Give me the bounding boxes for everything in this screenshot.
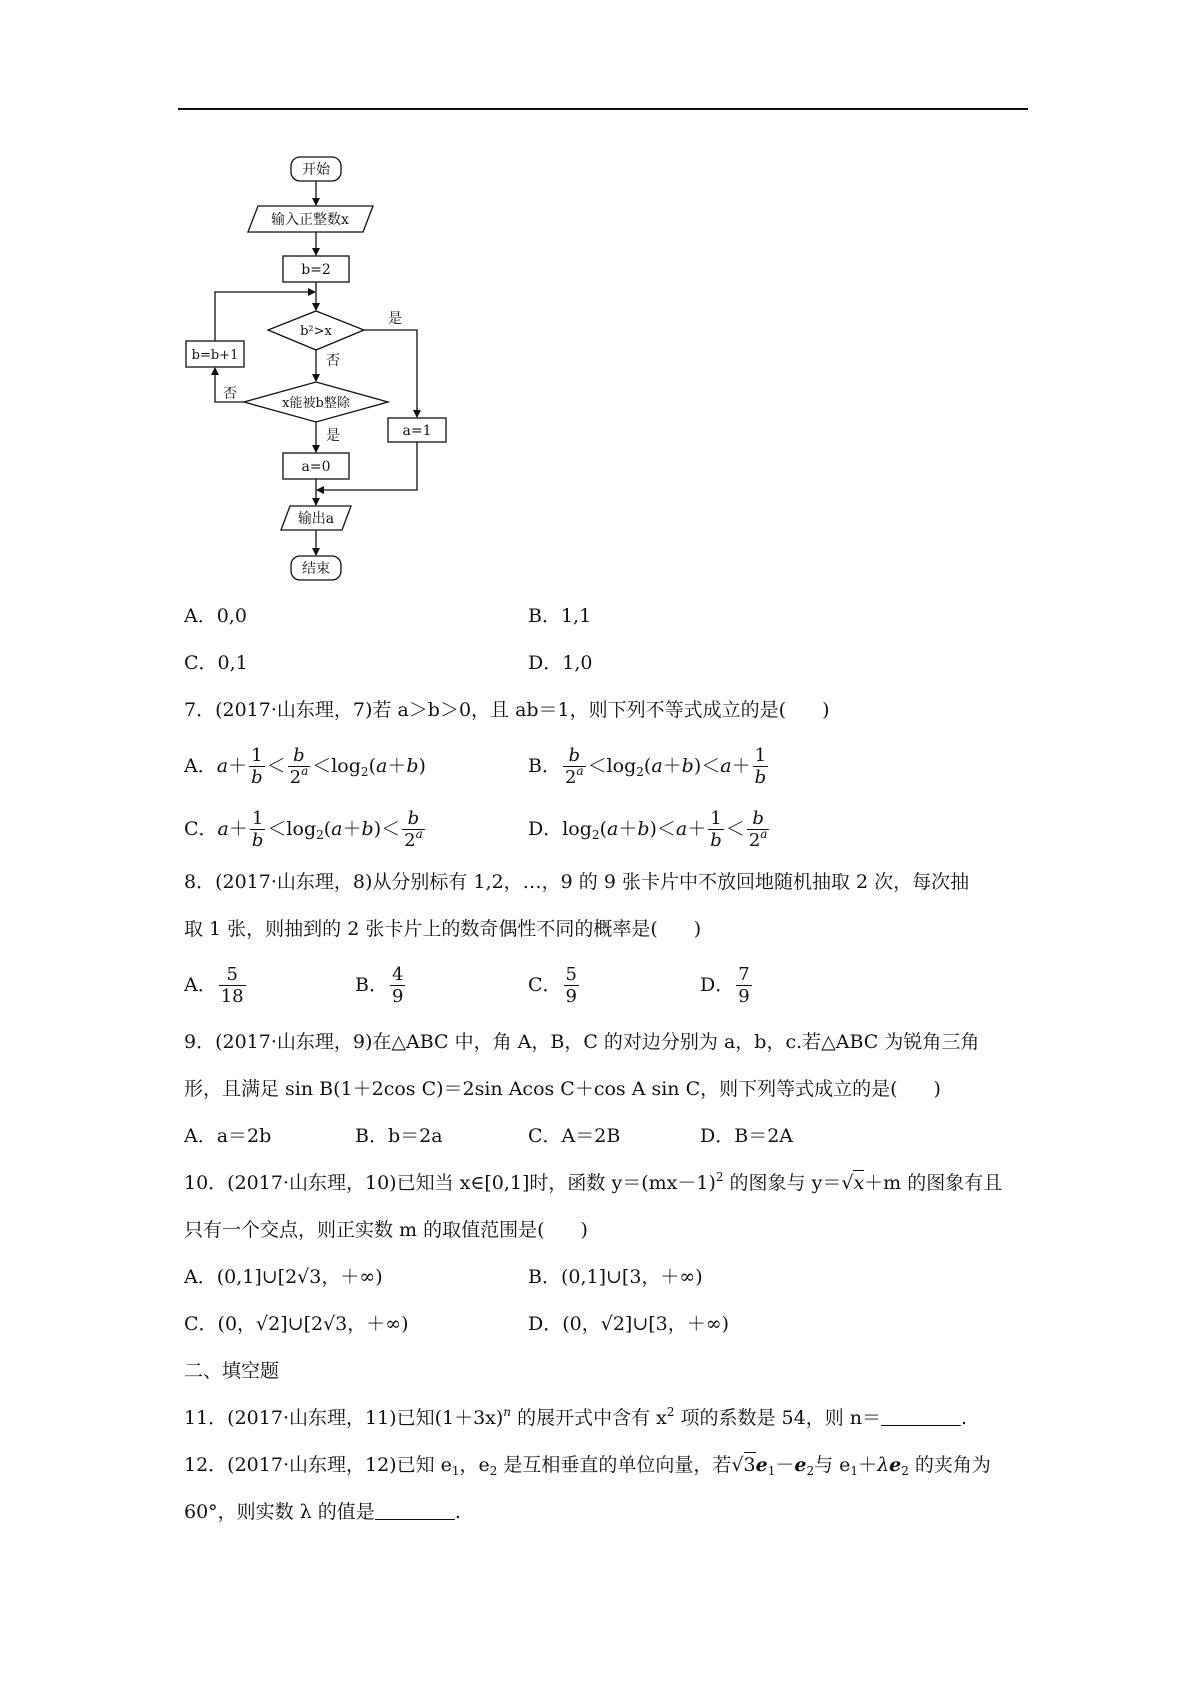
q7-stem-cond: a＞b＞0，且 ab＝1，则下列不等式成立的是( [397, 699, 787, 721]
q8-a-label: A． [184, 974, 217, 996]
q10-option-d: D．(0，√2]∪[3，＋∞) [528, 1313, 730, 1335]
q9-line1: 9．(2017·山东理，9)在△ABC 中，角 A，B，C 的对边分别为 a，b，c.若△ABC 为锐角三角 [184, 1031, 980, 1053]
q8-option-b [355, 966, 407, 1006]
q8-c-label: C． [528, 974, 562, 996]
q11-mid: 的展开式中含有 x [511, 1407, 667, 1429]
flow-cond1-label: b²>x [300, 324, 332, 339]
q12-blank [375, 1503, 455, 1520]
flow-cond2-label: x能被b整除 [282, 396, 350, 411]
flow-input-label: 输入正整数x [271, 212, 349, 228]
q7-c-label: C． [184, 818, 218, 840]
q9-option-a: A．a＝2b [184, 1125, 272, 1147]
q10-line1-suffix: ＋m 的图象有且 [864, 1172, 1003, 1194]
q12-line1-prefix: 12．(2017·山东理，12)已知 e [184, 1454, 452, 1476]
q8-d-label: D． [700, 974, 735, 996]
q8-option-d [700, 966, 754, 1006]
q8-line2-text: 取 1 张，则抽到的 2 张卡片上的数奇偶性不同的概率是( [184, 918, 658, 940]
q11-line: 11．(2017·山东理，11)已知$(1+3x)^n$ 的展开式中含有 $x^2$ 项的系数是 54，则 n＝ . [184, 1405, 968, 1429]
q8-line2-end: ) [693, 918, 702, 940]
section-title: 二、填空题 [184, 1360, 280, 1382]
q12-line1-mid: ，e [459, 1454, 490, 1476]
q8-c-num: 5 [565, 964, 577, 985]
q7-option-a: A．a＋ $\frac{1}{b}$ ＜ $\frac{b}{2^a}$ $<\log_2(a+b)$ [184, 745, 426, 788]
flow-no1-label: 否 [326, 353, 340, 369]
q9-option-d: D．B＝2A [700, 1125, 794, 1147]
q8-option-c [528, 966, 581, 1006]
q7-option-d: D．$\log_2(a+b)<a+$ $\frac{1}{b}$ ＜ $\frac{b}{2^a}$ [528, 808, 768, 851]
flowchart [0, 0, 1200, 600]
q10-line2 [184, 1218, 588, 1242]
flow-start-label: 开始 [302, 162, 330, 178]
flow-no2-label: 否 [223, 386, 237, 402]
q7-a-label: A． [184, 755, 217, 777]
q7-stem-end: ) [822, 699, 830, 721]
q9-line2-text: 形，且满足 sin B(1＋2cos C)＝2sin Acos C＋cos A sin C，则下列等式成立的是( [184, 1078, 898, 1100]
q9-option-b: B．b＝2a [355, 1125, 443, 1147]
q12-line1-tail: 与 e [814, 1454, 851, 1476]
q8-a-den: 18 [220, 986, 244, 1007]
flow-yes1-label: 是 [388, 311, 402, 327]
q11-suffix: 项的系数是 54，则 n＝ [674, 1407, 882, 1429]
flow-set-a0-label: a=0 [301, 459, 331, 475]
q11-end: . [961, 1407, 968, 1429]
q12-line2-end: . [454, 1501, 461, 1523]
q8-b-label: B． [355, 974, 388, 996]
q8-b-den: 9 [391, 986, 404, 1007]
q7-stem [184, 698, 830, 722]
flow-end-label: 结束 [302, 561, 330, 577]
q8-c-den: 9 [565, 986, 577, 1007]
q11-prefix: 11．(2017·山东理，11)已知(1＋3x) [184, 1407, 504, 1429]
q10-option-a: A．(0,1]∪[2√3，＋∞) [184, 1266, 383, 1288]
flow-output-label: 输出a [297, 511, 335, 527]
q8-a-num: 5 [219, 966, 246, 986]
q6-option-d: D．1,0 [528, 652, 593, 674]
flow-set-a1-label: a=1 [402, 423, 432, 439]
q9-option-c: C．A＝2B [528, 1125, 621, 1147]
q8-line2 [184, 917, 701, 941]
q6-option-a: A．0,0 [184, 605, 247, 627]
q10-option-b: B．(0,1]∪[3，＋∞) [528, 1266, 703, 1288]
q6-option-c: C．0,1 [184, 652, 248, 674]
q7-option-b: B． $\frac{b}{2^a}$ $<\log_2(a+b)<a+$ $\frac{1}{b}$ [528, 745, 767, 788]
q7-option-c: C．a＋ $\frac{1}{b}$ $<\log_2(a+b)<$ $\frac{b}{2^a}$ [184, 808, 423, 851]
q10-line1: 10．(2017·山东理，10)已知当 x∈[0,1]时，函数 $y=(mx-1)^2$ 的图象与 y＝√x＋m 的图象有且 [184, 1170, 1003, 1194]
q10-option-c: C．(0，√2]∪[2√3，＋∞) [184, 1313, 409, 1335]
q10-line2-end: ) [580, 1219, 588, 1241]
q10-line1-mid: 的图象与 y＝ [723, 1172, 842, 1194]
q9-line2-end: ) [933, 1078, 941, 1100]
q7-stem-prefix: 7．(2017·山东理，7)若 [184, 699, 392, 721]
q8-line1: 8．(2017·山东理，8)从分别标有 1,2，…，9 的 9 张卡片中不放回地随机抽取 2 次，每次抽 [184, 871, 970, 893]
q7-b-label: B． [528, 755, 561, 777]
q12-line2 [184, 1500, 461, 1524]
q12-line2-text: 60°，则实数 λ 的值是 [184, 1501, 375, 1523]
flow-increment-label: b=b+1 [191, 348, 239, 363]
q12-line1-tail2: 的夹角为 [908, 1454, 991, 1476]
q8-option-a [184, 966, 248, 1006]
q12-line1-suffix: 是互相垂直的单位向量，若 [497, 1454, 732, 1476]
q10-line1-prefix: 10．(2017·山东理，10)已知当 x∈[0,1]时，函数 y＝(mx－1) [184, 1172, 716, 1194]
q8-d-num: 7 [738, 964, 750, 985]
q9-line2 [184, 1077, 941, 1101]
q8-d-den: 9 [738, 986, 750, 1007]
flow-yes2-label: 是 [326, 428, 340, 444]
q11-blank [881, 1409, 961, 1426]
q8-b-num: 4 [391, 964, 404, 985]
q6-option-b: B．1,1 [528, 605, 592, 627]
q10-line2-text: 只有一个交点，则正实数 m 的取值范围是( [184, 1219, 545, 1241]
q7-d-label: D． [528, 818, 563, 840]
q12-line1: 12．(2017·山东理，12)已知 $e_1$，$e_2$ 是互相垂直的单位向量，若$√3e_1-e_2$与 $e_1+\lambda e_2$ 的夹角为 [184, 1454, 991, 1478]
flow-init-label: b=2 [301, 262, 331, 278]
